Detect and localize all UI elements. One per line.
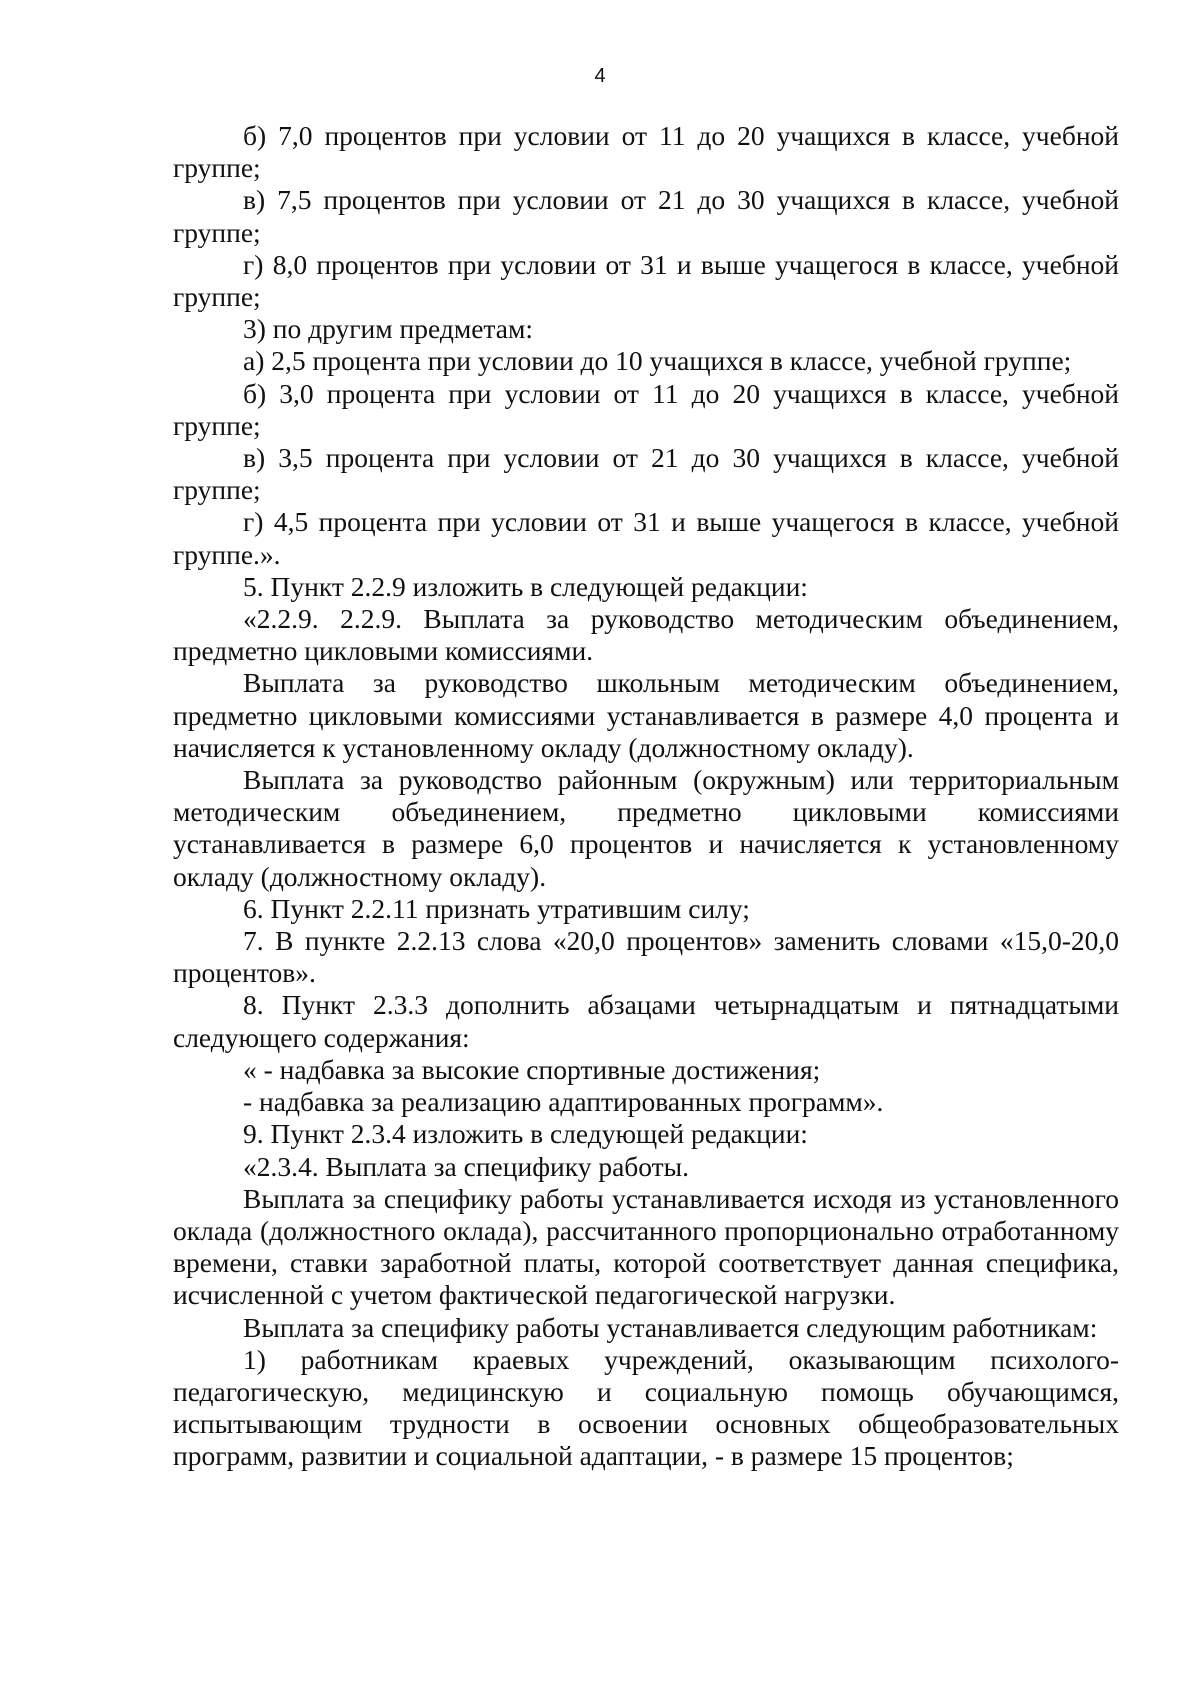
paragraph-district-methodical: Выплата за руководство районным (окружным) или территориальным методическим объединением, предметно цикловыми комиссиями устанавливается в размере 6,0 процентов и начисляется к установленному окладу (должностному окладу). [173,764,1119,892]
paragraph-item-b-7-0: б) 7,0 процентов при условии от 11 до 20 учащихся в классе, учебной группе; [173,120,1119,184]
paragraph-point-6: 6. Пункт 2.2.11 признать утратившим силу; [243,892,750,924]
paragraph-item-a-2-5: а) 2,5 процента при условии до 10 учащихся в классе, учебной группе; [243,345,1072,377]
paragraph-item-g-4-5: г) 4,5 процента при условии от 31 и выше учащегося в классе, учебной группе.». [173,506,1119,570]
paragraph-adapted-programs-bonus: - надбавка за реализацию адаптированных программ». [243,1086,884,1118]
paragraph-point-8: 8. Пункт 2.3.3 дополнить абзацами четырнадцатым и пятнадцатыми следующего содержания: [173,989,1119,1053]
paragraph-recipient-1: 1) работникам краевых учреждений, оказывающим психолого-педагогическую, медицинскую и социальную помощь обучающимся, испытывающим трудности в освоении основных общеобразовательных программ, развитии и социальной адаптации, - в размере 15 процентов; [173,1343,1119,1472]
paragraph-point-5: 5. Пункт 2.2.9 изложить в следующей редакции: [243,570,808,602]
paragraph-school-methodical: Выплата за руководство школьным методическим объединением, предметно цикловыми комиссиями устанавливается в размере 4,0 процента и начисляется к установленному окладу (должностному окладу). [173,667,1119,763]
paragraph-item-b-3-0: б) 3,0 процента при условии от 11 до 20 учащихся в классе, учебной группе; [173,377,1119,441]
paragraph-other-subjects: 3) по другим предметам: [243,313,534,345]
paragraph-item-g-8-0: г) 8,0 процентов при условии от 31 и выше учащегося в классе, учебной группе; [173,248,1119,313]
paragraph-item-v-3-5: в) 3,5 процента при условии от 21 до 30 учащихся в классе, учебной группе; [173,442,1119,506]
paragraph-point-9: 9. Пункт 2.3.4 изложить в следующей редакции: [243,1118,808,1150]
paragraph-item-v-7-5: в) 7,5 процентов при условии от 21 до 30 учащихся в классе, учебной группе; [173,184,1119,248]
document-body [173,120,1119,1473]
page-number: 4 [594,65,606,87]
paragraph-sports-bonus: « - надбавка за высокие спортивные достижения; [243,1053,821,1085]
paragraph-point-7: 7. В пункте 2.2.13 слова «20,0 процентов» заменить словами «15,0-20,0 процентов». [173,925,1119,989]
paragraph-2-3-4-heading: «2.3.4. Выплата за специфику работы. [243,1150,690,1182]
paragraph-specifics-recipients: Выплата за специфику работы устанавливается следующим работникам: [243,1311,1098,1343]
paragraph-2-2-9-heading: «2.2.9. 2.2.9. Выплата за руководство методическим объединением, предметно цикловыми комиссиями. [173,603,1119,667]
paragraph-specifics-calculation: Выплата за специфику работы устанавливается исходя из установленного оклада (должностного оклада), рассчитанного пропорционально отработанному времени, ставки заработной платы, которой соответствует данная специфика, исчисленной с учетом фактической педагогической нагрузки. [173,1182,1119,1311]
